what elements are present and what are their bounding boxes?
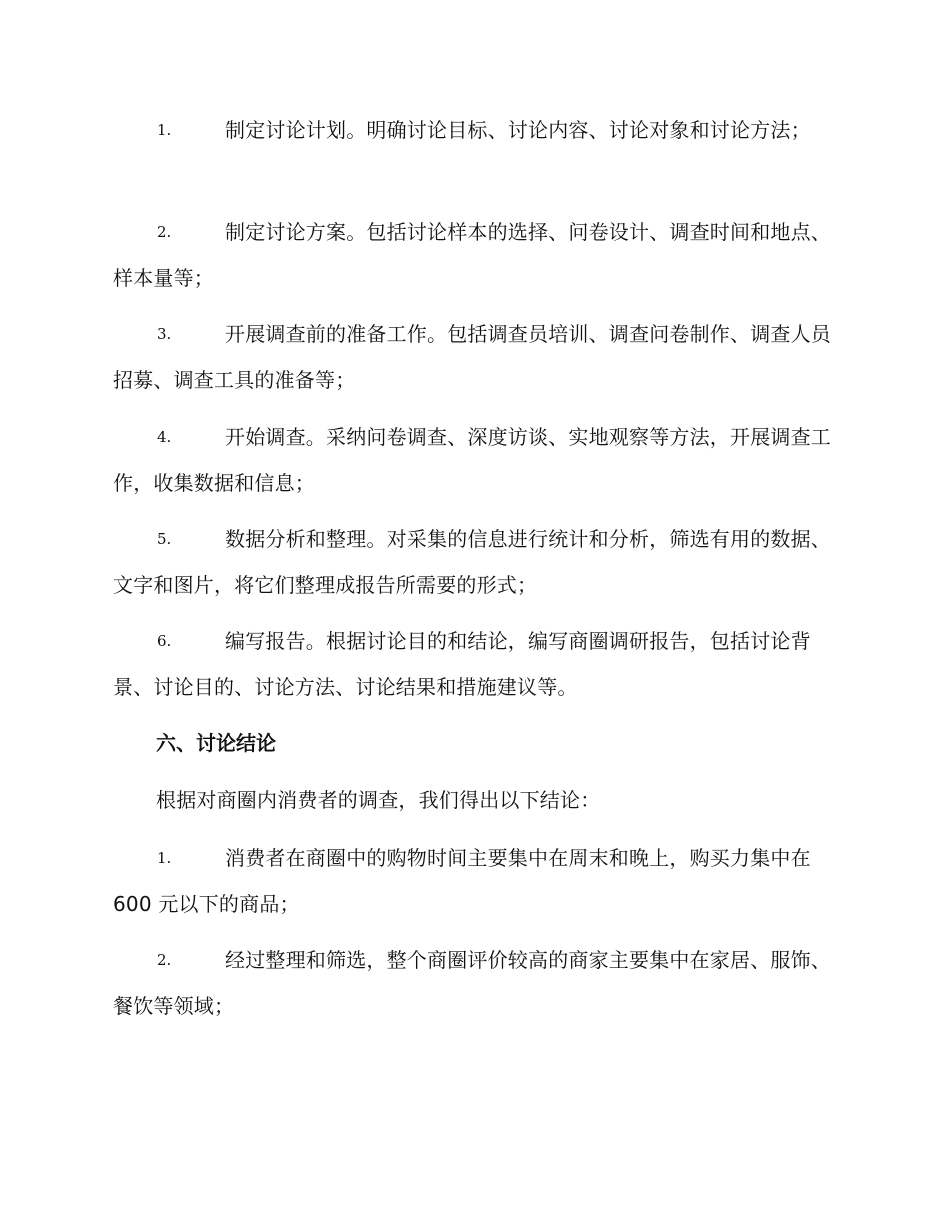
list-item-number: 1. bbox=[157, 121, 172, 139]
section-heading: 六、讨论结论 bbox=[156, 731, 276, 755]
list-item-text: 制定讨论方案。包括讨论样本的选择、问卷设计、调查时间和地点、样本量等； bbox=[113, 220, 831, 290]
list-item-number: 2. bbox=[157, 223, 172, 241]
list-item bbox=[113, 937, 833, 1029]
list-item-text: 数据分析和整理。对采集的信息进行统计和分析，筛选有用的数据、文字和图片，将它们整理成报告所需要的形式； bbox=[113, 527, 831, 597]
list-item-number: 2. bbox=[157, 951, 172, 969]
list-item bbox=[113, 209, 833, 301]
list-item-text: 开展调查前的准备工作。包括调查员培训、调查问卷制作、调查人员招募、调查工具的准备等； bbox=[113, 322, 831, 392]
list-item bbox=[113, 414, 833, 506]
list-item bbox=[113, 107, 833, 153]
section-intro: 根据对商圈内消费者的调查，我们得出以下结论： bbox=[156, 788, 601, 812]
list-item-number: 4. bbox=[157, 428, 172, 446]
list-item bbox=[113, 835, 833, 927]
list-item-text: 消费者在商圈中的购物时间主要集中在周末和晚上，购买力集中在 600 元以下的商品； bbox=[113, 846, 811, 916]
list-item-text: 编写报告。根据讨论目的和结论，编写商圈调研报告，包括讨论背景、讨论目的、讨论方法、讨论结果和措施建议等。 bbox=[113, 629, 811, 699]
list-item bbox=[113, 311, 833, 403]
list-item bbox=[113, 516, 833, 608]
list-item-text: 开始调查。采纳问卷调查、深度访谈、实地观察等方法，开展调查工作，收集数据和信息； bbox=[113, 425, 831, 495]
list-item bbox=[113, 618, 833, 710]
list-item-number: 5. bbox=[157, 530, 172, 548]
list-item-number: 1. bbox=[157, 849, 172, 867]
list-item-text: 制定讨论计划。明确讨论目标、讨论内容、讨论对象和讨论方法； bbox=[225, 118, 811, 142]
list-item-text: 经过整理和筛选，整个商圈评价较高的商家主要集中在家居、服饰、餐饮等领域； bbox=[113, 948, 831, 1018]
list-item-number: 6. bbox=[157, 632, 172, 650]
list-item-number: 3. bbox=[157, 325, 172, 343]
